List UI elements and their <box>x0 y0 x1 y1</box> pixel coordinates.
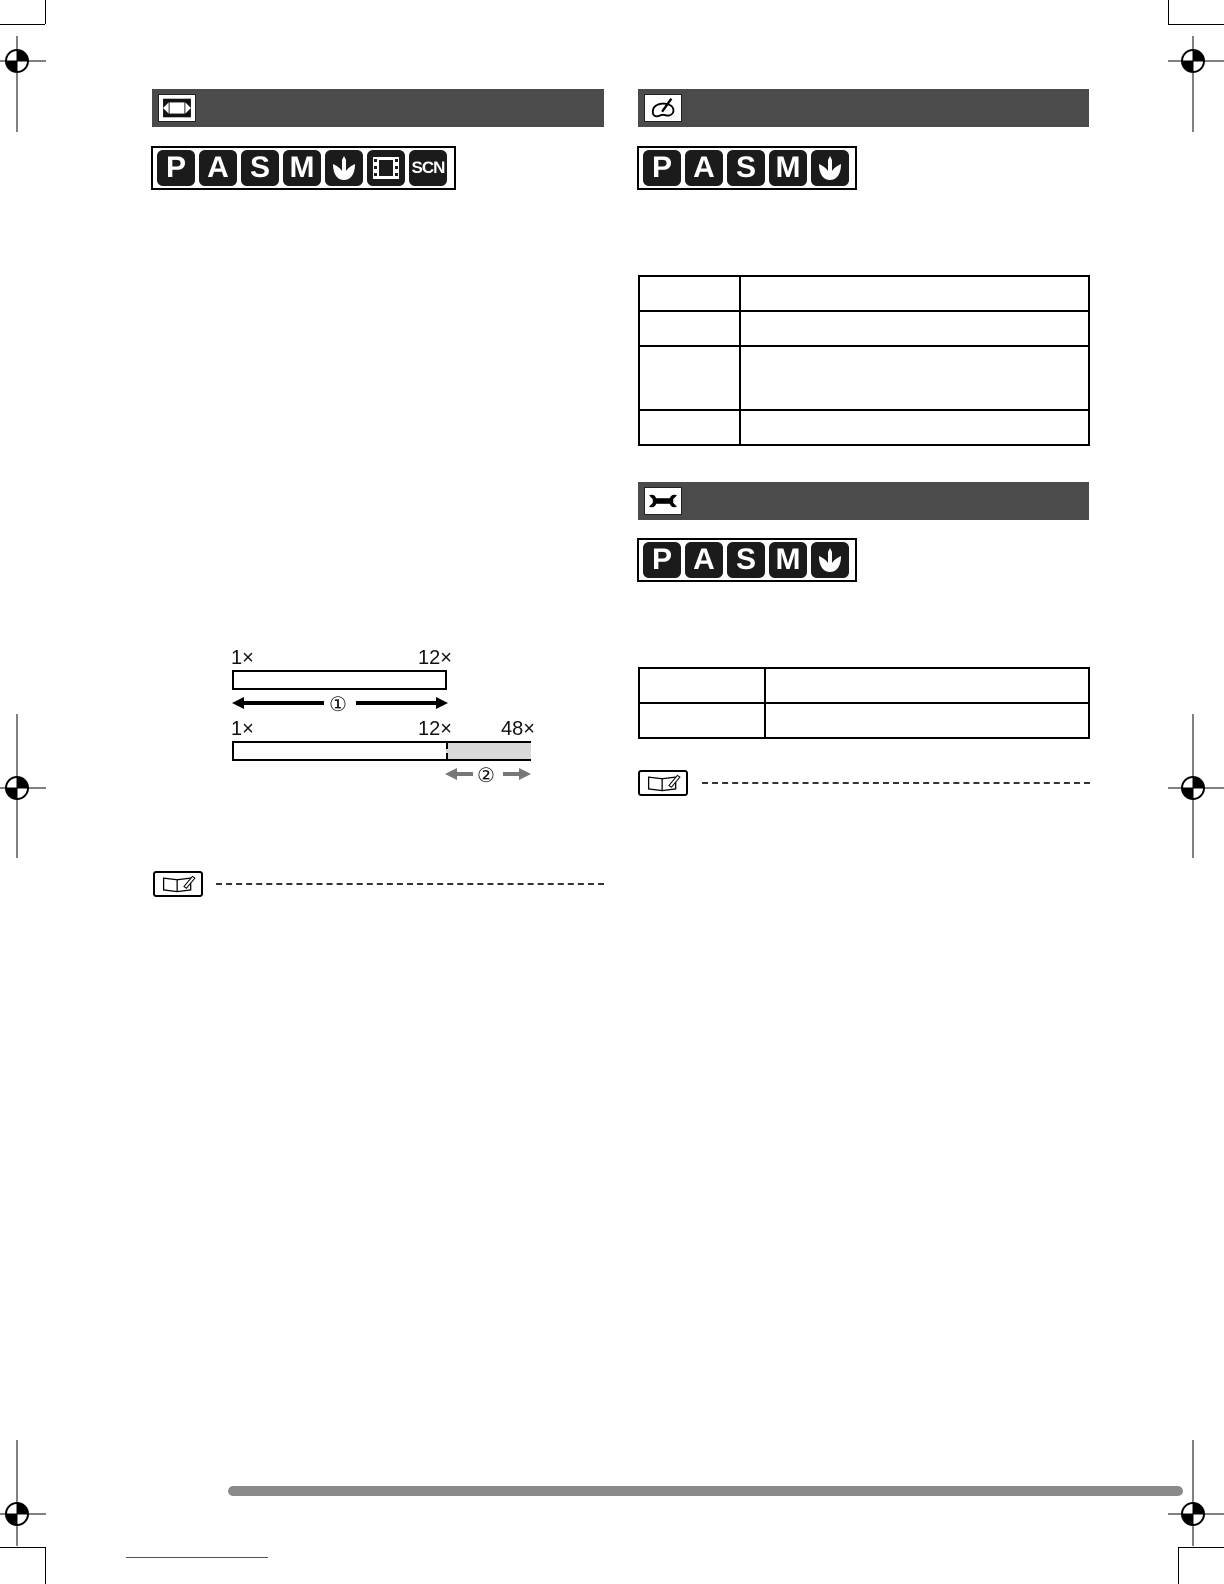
mode-icons-color-effect <box>637 146 857 190</box>
setup-wrench-icon <box>644 487 682 515</box>
color-effect-table <box>638 275 1090 446</box>
footer-bar <box>228 1486 1183 1496</box>
registration-mark-top-left <box>0 36 46 132</box>
motion-picture-mode-icon <box>367 150 405 186</box>
program-mode-icon: P <box>643 542 681 578</box>
program-mode-icon: P <box>157 150 195 186</box>
registration-mark-mid-right <box>1168 714 1224 858</box>
digital-zoom-bar <box>232 741 531 761</box>
manual-mode-icon: M <box>769 150 807 186</box>
shutter-mode-icon: S <box>727 542 765 578</box>
callout-1: ① <box>329 694 347 716</box>
table-row <box>639 410 1089 445</box>
setup-table <box>638 667 1090 739</box>
table-row <box>639 311 1089 346</box>
note-icon <box>153 871 203 897</box>
digital-max-label: 48× <box>501 718 535 740</box>
digital-mid-label: 12× <box>418 718 452 740</box>
section-header-color-effect <box>638 89 1089 127</box>
macro-mode-icon <box>325 150 363 186</box>
aperture-mode-icon: A <box>199 150 237 186</box>
table-row <box>639 668 1089 703</box>
aperture-mode-icon: A <box>685 542 723 578</box>
digital-zoom-extended-range <box>446 743 531 759</box>
macro-mode-icon <box>811 150 849 186</box>
shutter-mode-icon: S <box>241 150 279 186</box>
program-mode-icon: P <box>643 150 681 186</box>
optical-zoom-bar <box>232 670 447 690</box>
callout-2: ② <box>477 765 495 787</box>
optical-min-label: 1× <box>231 647 254 669</box>
note-icon <box>638 770 688 796</box>
registration-mark-bottom-left <box>0 1440 46 1546</box>
mode-icons-setup <box>637 538 857 582</box>
table-row <box>639 276 1089 311</box>
macro-mode-icon <box>811 542 849 578</box>
registration-mark-top-right <box>1168 36 1224 132</box>
note-divider <box>216 883 604 885</box>
shutter-mode-icon: S <box>727 150 765 186</box>
color-effect-icon <box>644 94 682 122</box>
digital-min-label: 1× <box>231 718 254 740</box>
section-header-digital-zoom <box>152 89 604 127</box>
manual-mode-icon: M <box>769 542 807 578</box>
aperture-mode-icon: A <box>685 150 723 186</box>
scene-mode-icon: SCN <box>409 150 447 186</box>
table-row <box>639 703 1089 738</box>
digital-zoom-icon <box>158 94 196 122</box>
registration-mark-mid-left <box>0 714 46 858</box>
section-header-setup <box>638 482 1089 520</box>
manual-mode-icon: M <box>283 150 321 186</box>
mode-icons-digital-zoom <box>151 146 456 190</box>
note-divider <box>702 782 1090 784</box>
table-row <box>639 346 1089 410</box>
optical-max-label: 12× <box>418 647 452 669</box>
footer-link-underline <box>126 1557 268 1558</box>
